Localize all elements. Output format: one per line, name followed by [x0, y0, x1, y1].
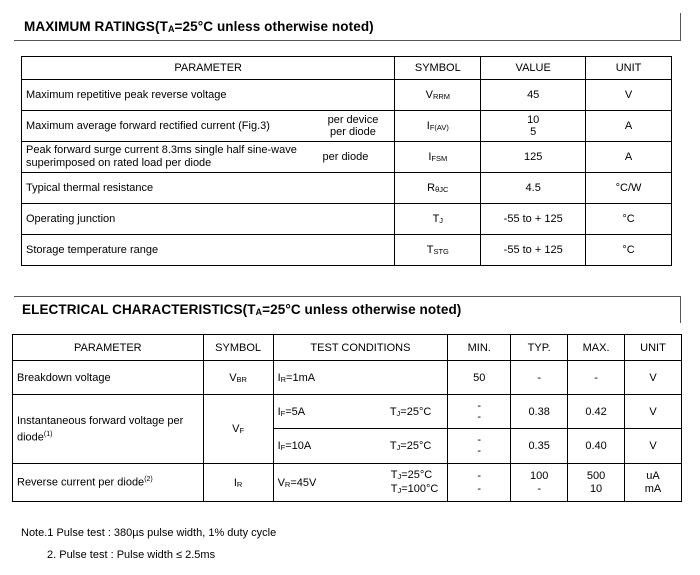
condition-cell — [273, 361, 448, 395]
symbol-cell — [203, 464, 273, 502]
min-line-1: - — [477, 469, 482, 482]
min-line-1: - — [477, 399, 482, 412]
symbol-text: T — [426, 244, 434, 256]
symbol-sub: F(AV) — [429, 123, 449, 132]
cond-sub: F — [280, 408, 286, 418]
min-cell — [448, 395, 511, 429]
table-row — [22, 173, 672, 204]
table-row — [13, 464, 682, 502]
header-symbol: SYMBOL — [203, 335, 273, 361]
symbol-cell — [395, 142, 481, 173]
cond-pre: I — [277, 405, 281, 418]
unit-cell: V — [625, 361, 682, 395]
tj1-pre: T — [390, 468, 398, 481]
typ-cell: 0.38 — [511, 395, 568, 429]
table-row — [13, 361, 682, 395]
param-text: Instantaneous forward voltage per diode — [17, 414, 184, 444]
value-cell: 4.5 — [481, 173, 586, 204]
symbol-cell — [395, 204, 481, 235]
cond-line-2: per diode — [330, 126, 376, 138]
param-text — [26, 144, 297, 170]
param-cell: Operating junction — [22, 204, 395, 235]
param-text: Maximum average forward rectified current (Fig.3) — [26, 120, 270, 132]
cond-sub: F — [280, 443, 286, 452]
tj1-sub: J — [397, 471, 402, 481]
symbol-cell — [395, 80, 481, 111]
max-ratings-title-main: MAXIMUM RATINGS(T — [24, 19, 168, 34]
cond-post: =10A — [285, 440, 312, 452]
max-ratings-header-row — [22, 57, 672, 80]
min-cell — [448, 429, 511, 464]
param-cell — [13, 464, 204, 502]
electrical-rule-end — [680, 296, 681, 323]
table-row — [22, 80, 672, 111]
symbol-cell — [395, 111, 481, 142]
max-ratings-rule-end — [680, 13, 681, 40]
max-ratings-title — [24, 19, 374, 34]
param-cell: Typical thermal resistance — [22, 173, 395, 204]
param-text: Reverse current per diode — [17, 476, 145, 489]
note-ref: (2) — [144, 476, 153, 484]
param-cell — [22, 142, 395, 173]
symbol-sub: θJC — [435, 185, 449, 194]
cond-post: =5A — [285, 405, 306, 418]
note-ref: (1) — [43, 430, 53, 438]
max-ratings-title-rest: =25°C unless otherwise noted) — [174, 19, 374, 34]
unit-cell — [625, 464, 682, 502]
header-typ: TYP. — [511, 335, 568, 361]
max-ratings-title-sub: A — [167, 24, 175, 34]
cond-current — [278, 440, 312, 452]
table-row — [22, 204, 672, 235]
tj2-post: =100°C — [401, 482, 439, 495]
unit-line-2: mA — [644, 482, 662, 495]
electrical-top-rule — [14, 296, 681, 297]
electrical-header-row — [13, 335, 682, 361]
symbol-text: T — [432, 213, 440, 225]
tj-pre: T — [389, 405, 397, 418]
param-cell — [22, 111, 395, 142]
cond-sub: R — [280, 374, 287, 384]
symbol-cell — [395, 235, 481, 266]
symbol-sub: STG — [433, 247, 449, 256]
unit-cell: A — [586, 142, 672, 173]
cond-current — [278, 406, 306, 418]
electrical-title-main: ELECTRICAL CHARACTERISTICS(T — [22, 302, 256, 317]
max-ratings-table — [21, 56, 672, 266]
typ-cell: 0.35 — [511, 429, 568, 464]
cond-post: =45V — [290, 476, 317, 489]
cond-line-1: per device — [327, 114, 379, 126]
value-cell: 125 — [481, 142, 586, 173]
unit-cell: °C — [586, 204, 672, 235]
max-cell: 0.42 — [568, 395, 625, 429]
electrical-title-sub: A — [255, 307, 263, 317]
max-line-2: 10 — [589, 482, 603, 495]
max-ratings-rule — [14, 40, 681, 41]
unit-line-1: uA — [646, 469, 660, 482]
tj-sub: J — [396, 408, 401, 418]
max-cell: - — [568, 361, 625, 395]
unit-cell: °C — [586, 235, 672, 266]
max-cell — [568, 464, 625, 502]
note-2-limit: ≤ 2.5ms — [176, 549, 216, 561]
symbol-sub: J — [439, 216, 444, 225]
cond-temps — [391, 469, 439, 497]
value-cell: 45 — [481, 80, 586, 111]
cond-text: per diode — [322, 151, 369, 163]
tj-sub: J — [396, 443, 401, 452]
symbol-sub: BR — [236, 374, 247, 384]
tj-pre: T — [389, 440, 397, 452]
value-cell: -55 to + 125 — [481, 204, 586, 235]
tj1-post: =25°C — [401, 468, 433, 481]
min-line-2: - — [477, 482, 482, 495]
min-line-1: - — [477, 434, 482, 446]
min-line-2: - — [477, 445, 482, 457]
symbol-cell — [203, 361, 273, 395]
note-2-text: 2. Pulse test : Pulse width — [47, 549, 177, 561]
value-cell — [481, 111, 586, 142]
symbol-text: V — [425, 89, 433, 101]
typ-cell: - — [511, 361, 568, 395]
param-cell — [13, 395, 204, 464]
condition-cell — [273, 395, 448, 429]
cond-pre: I — [277, 440, 281, 452]
header-parameter: PARAMETER — [13, 335, 204, 361]
header-min: MIN. — [448, 335, 511, 361]
typ-cell — [511, 464, 568, 502]
header-unit: UNIT — [586, 57, 672, 80]
symbol-text: V — [229, 371, 237, 384]
table-row — [22, 235, 672, 266]
typ-line-2: - — [537, 482, 541, 495]
param-cell: Storage temperature range — [22, 235, 395, 266]
param-line-1: Peak forward surge current 8.3ms single half sine-wave — [26, 144, 297, 156]
table-row — [13, 395, 682, 429]
tj2-pre: T — [390, 482, 398, 495]
symbol-text: R — [427, 182, 436, 194]
min-cell — [448, 464, 511, 502]
tj2-sub: J — [397, 485, 402, 495]
value-cell: -55 to + 125 — [481, 235, 586, 266]
symbol-sub: FSM — [431, 154, 448, 163]
cond-voltage — [278, 477, 317, 489]
symbol-text: I — [426, 120, 430, 132]
symbol-sub: F — [239, 426, 245, 435]
electrical-title-rest: =25°C unless otherwise noted) — [262, 302, 462, 317]
unit-cell: °C/W — [586, 173, 672, 204]
min-cell: 50 — [448, 361, 511, 395]
unit-cell: A — [586, 111, 672, 142]
table-row — [22, 142, 672, 173]
max-cell: 0.40 — [568, 429, 625, 464]
note-2 — [47, 549, 215, 561]
cond-sub: R — [284, 479, 291, 489]
value-line-1: 10 — [527, 114, 540, 126]
header-symbol: SYMBOL — [395, 57, 481, 80]
electrical-title — [22, 302, 461, 317]
tj-post: =25°C — [400, 405, 432, 418]
value-line-2: 5 — [530, 126, 537, 138]
header-max: MAX. — [568, 335, 625, 361]
unit-cell: V — [625, 429, 682, 464]
min-line-2: - — [477, 410, 482, 423]
condition-cell — [273, 464, 448, 502]
condition-cell — [273, 429, 448, 464]
param-cell: Maximum repetitive peak reverse voltage — [22, 80, 395, 111]
table-row — [22, 111, 672, 142]
symbol-cell — [203, 395, 273, 464]
header-test-conditions: TEST CONDITIONS — [273, 335, 448, 361]
unit-cell: V — [586, 80, 672, 111]
header-unit: UNIT — [625, 335, 682, 361]
symbol-text: I — [428, 151, 432, 163]
header-parameter: PARAMETER — [22, 57, 395, 80]
electrical-table — [12, 334, 682, 502]
symbol-text: I — [233, 476, 237, 489]
tj-post: =25°C — [400, 440, 432, 452]
max-line-1: 500 — [586, 469, 606, 482]
cond-temp — [390, 440, 432, 452]
typ-line-1: 100 — [529, 469, 549, 482]
unit-cell: V — [625, 395, 682, 429]
param-cell: Breakdown voltage — [13, 361, 204, 395]
cond-text — [328, 114, 379, 138]
cond-post: =1mA — [286, 371, 316, 384]
symbol-sub: R — [236, 479, 243, 489]
header-value: VALUE — [481, 57, 586, 80]
param-line-2: superimposed on rated load per diode — [26, 157, 212, 169]
symbol-text: V — [232, 423, 240, 435]
cond-temp — [390, 406, 432, 418]
note-1: Note.1 Pulse test : 380µs pulse width, 1% duty cycle — [21, 527, 277, 539]
symbol-cell — [395, 173, 481, 204]
cond-pre: V — [277, 476, 285, 489]
cond-pre: I — [277, 371, 281, 384]
symbol-sub: RRM — [432, 92, 451, 101]
